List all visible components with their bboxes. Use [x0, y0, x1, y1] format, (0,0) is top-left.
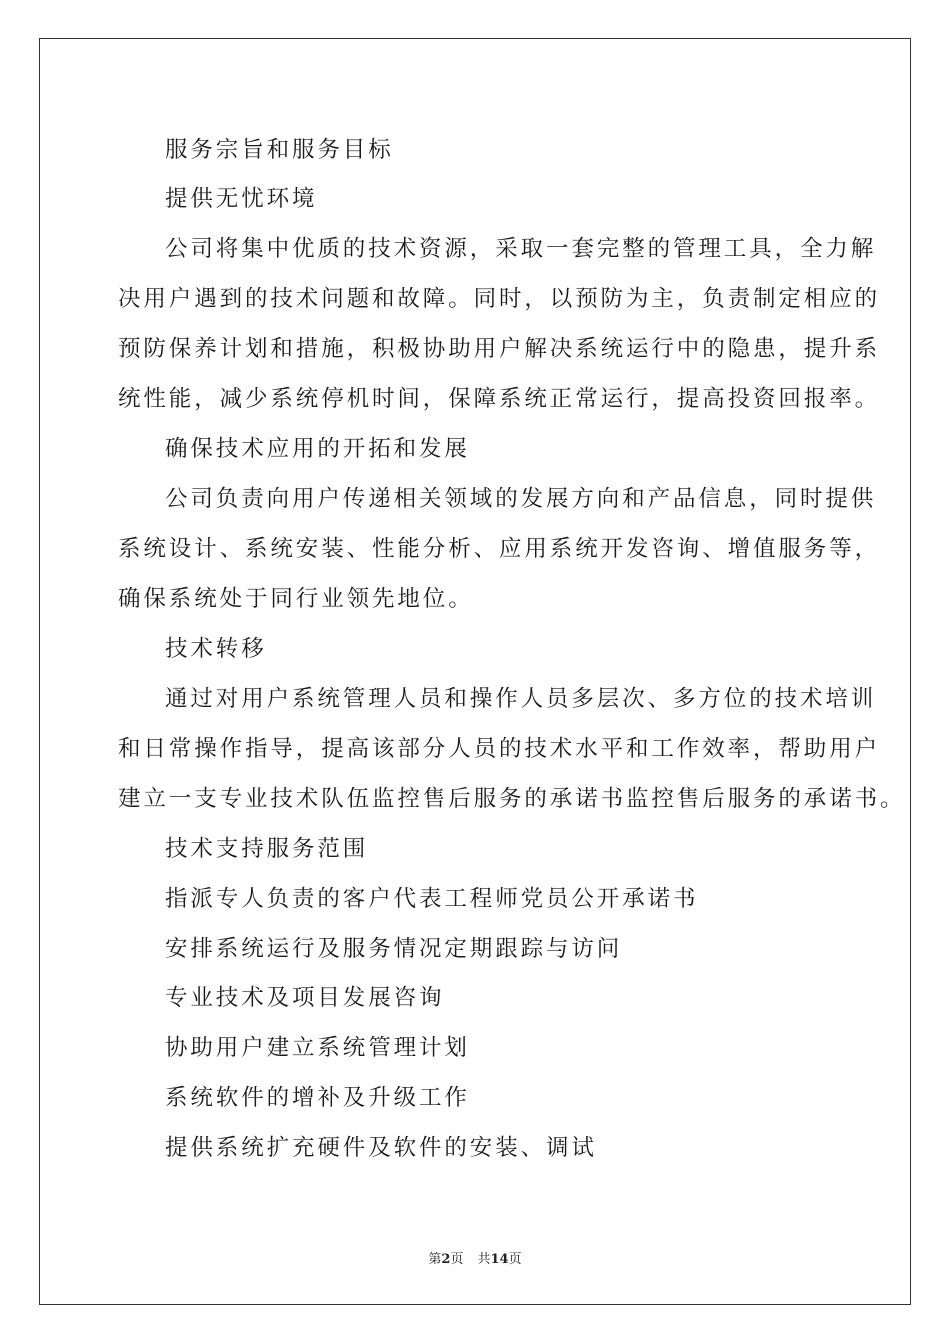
- paragraph-line: 确保系统处于同行业领先地位。: [118, 586, 474, 612]
- list-item: 提供系统扩充硬件及软件的安装、调试: [165, 1135, 597, 1161]
- paragraph-line: 预防保养计划和措施，积极协助用户解决系统运行中的隐患，提升系: [118, 336, 881, 362]
- page-prefix: 第: [428, 1252, 442, 1267]
- list-item: 安排系统运行及服务情况定期跟踪与访问: [165, 936, 623, 962]
- subheading-development: 确保技术应用的开拓和发展: [165, 436, 470, 462]
- page-border: [39, 38, 911, 1305]
- page-suffix: 页: [450, 1252, 464, 1267]
- subheading-tech-transfer: 技术转移: [165, 636, 267, 662]
- page-footer: [0, 1248, 950, 1267]
- list-item: 系统软件的增补及升级工作: [165, 1085, 470, 1111]
- paragraph-line: 公司将集中优质的技术资源，采取一套完整的管理工具，全力解: [165, 236, 877, 262]
- paragraph-line: 决用户遇到的技术问题和故障。同时，以预防为主，负责制定相应的: [118, 286, 881, 312]
- paragraph-line: 统性能，减少系统停机时间，保障系统正常运行，提高投资回报率。: [118, 386, 881, 412]
- page-number: 2: [441, 1252, 451, 1267]
- subheading-worry-free: 提供无忧环境: [165, 186, 318, 212]
- paragraph-line: 公司负责向用户传递相关领域的发展方向和产品信息，同时提供: [165, 486, 877, 512]
- section-heading-service-purpose: 服务宗旨和服务目标: [165, 137, 394, 163]
- paragraph-line: 通过对用户系统管理人员和操作人员多层次、多方位的技术培训: [165, 686, 877, 712]
- total-pages: 14: [490, 1252, 509, 1267]
- paragraph-line: 建立一支专业技术队伍监控售后服务的承诺书监控售后服务的承诺书。: [118, 786, 906, 812]
- paragraph-line: 系统设计、系统安装、性能分析、应用系统开发咨询、增值服务等，: [118, 536, 881, 562]
- list-item: 专业技术及项目发展咨询: [165, 985, 445, 1011]
- paragraph-line: 和日常操作指导，提高该部分人员的技术水平和工作效率，帮助用户: [118, 736, 881, 762]
- total-prefix: 共: [477, 1252, 491, 1267]
- list-item: 指派专人负责的客户代表工程师党员公开承诺书: [165, 886, 699, 912]
- list-item: 协助用户建立系统管理计划: [165, 1035, 470, 1061]
- subheading-support-scope: 技术支持服务范围: [165, 836, 369, 862]
- total-suffix: 页: [508, 1252, 522, 1267]
